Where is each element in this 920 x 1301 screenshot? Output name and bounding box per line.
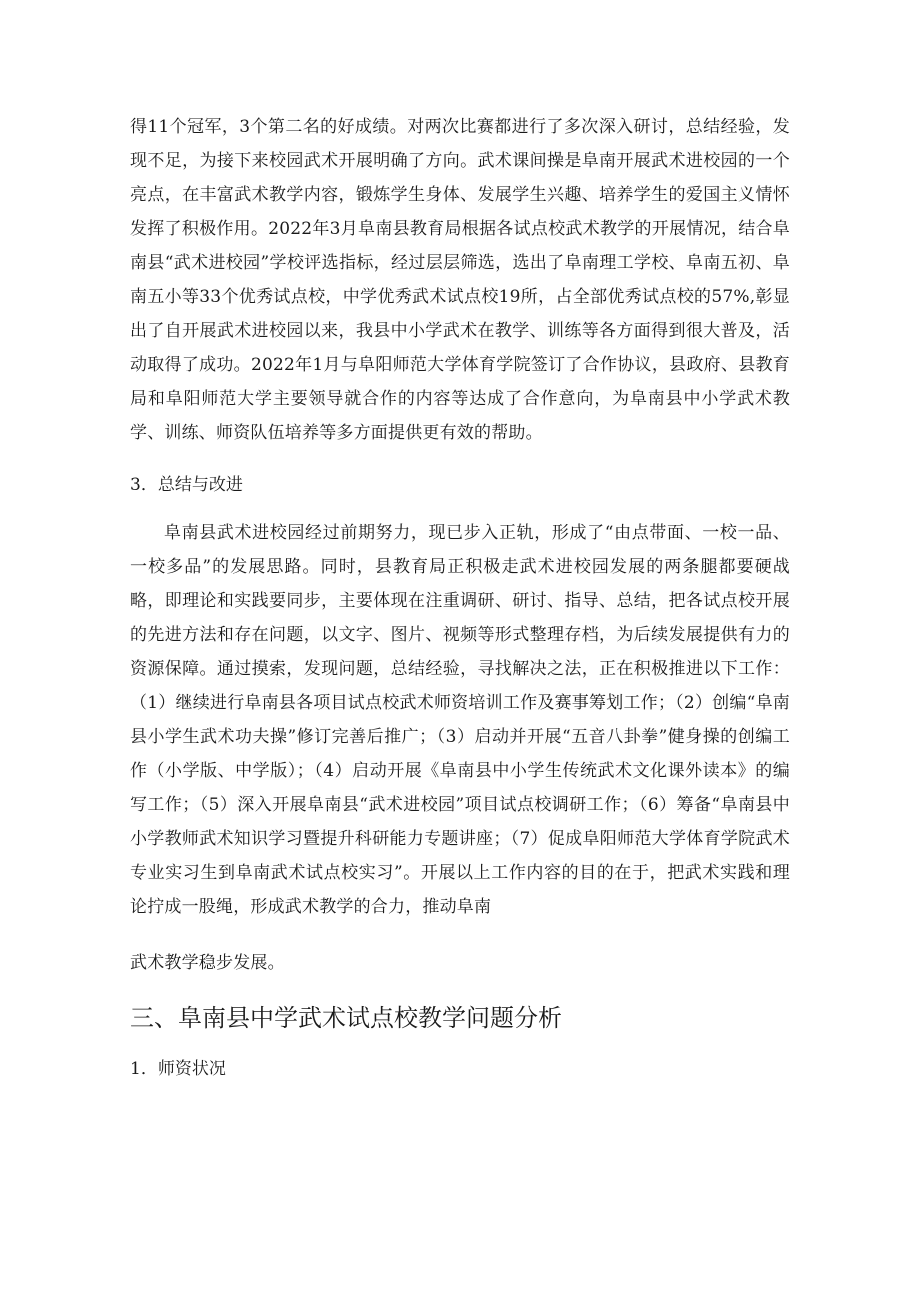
subheading-teachers: 1．师资状况 xyxy=(130,1059,226,1079)
body-paragraph-1: 得11个冠军，3个第二名的好成绩。对两次比赛都进行了多次深入研讨，总结经验，发现不足，为接下来校园武术开展明确了方向。武术课间操是阜南开展武术进校园的一个亮点，在丰富武术教学内容，锻炼学生身体、发展学生兴趣、培养学生的爱国主义情怀发挥了积极作用。2022年3月阜南县教育局根据各试点校武术教学的开展情况，结合阜南县“武术进校园”学校评选指标，经过层层筛选，选出了阜南理工学校、阜南五初、阜南五小等33个优秀试点校，中学优秀武术试点校19所，占全部优秀试点校的57%,彰显出了自开展武术进校园以来，我县中小学武术在教学、训练等各方面得到很大普及，活动取得了成功。2022年1月与阜阳师范大学体育学院签订了合作协议，县政府、县教育局和阜阳师范大学主要领导就合作的内容等达成了合作意向，为阜南县中小学武术教学、训练、师资队伍培养等多方面提供更有效的帮助。 xyxy=(130,117,790,443)
section-heading-3: 三、阜南县中学武术试点校教学问题分析 xyxy=(130,1004,562,1032)
document-page xyxy=(130,110,790,1086)
body-paragraph-3: 武术教学稳步发展。 xyxy=(130,953,285,973)
body-paragraph-2: 阜南县武术进校园经过前期努力，现已步入正轨，形成了“由点带面、一校一品、一校多品”的发展思路。同时，县教育局正积极走武术进校园发展的两条腿都要硬战略，即理论和实践要同步，主要体现在注重调研、研讨、指导、总结，把各试点校开展的先进方法和存在问题，以文字、图片、视频等形式整理存档，为后续发展提供有力的资源保障。通过摸索，发现问题，总结经验，寻找解决之法，正在积极推进以下工作：（1）继续进行阜南县各项目试点校武术师资培训工作及赛事筹划工作；（2）创编“阜南县小学生武术功夫操”修订完善后推广；（3）启动并开展“五音八卦拳”健身操的创编工作（小学版、中学版）；（4）启动开展《阜南县中小学生传统武术文化课外读本》的编写工作；（5）深入开展阜南县“武术进校园”项目试点校调研工作；（6）筹备“阜南县中小学教师武术知识学习暨提升科研能力专题讲座；（7）促成阜阳师范大学体育学院武术专业实习生到阜南武术试点校实习”。开展以上工作内容的目的在于，把武术实践和理论拧成一股绳，形成武术教学的合力，推动阜南 xyxy=(130,523,790,917)
subheading-summary-improvement: 3．总结与改进 xyxy=(130,475,243,495)
